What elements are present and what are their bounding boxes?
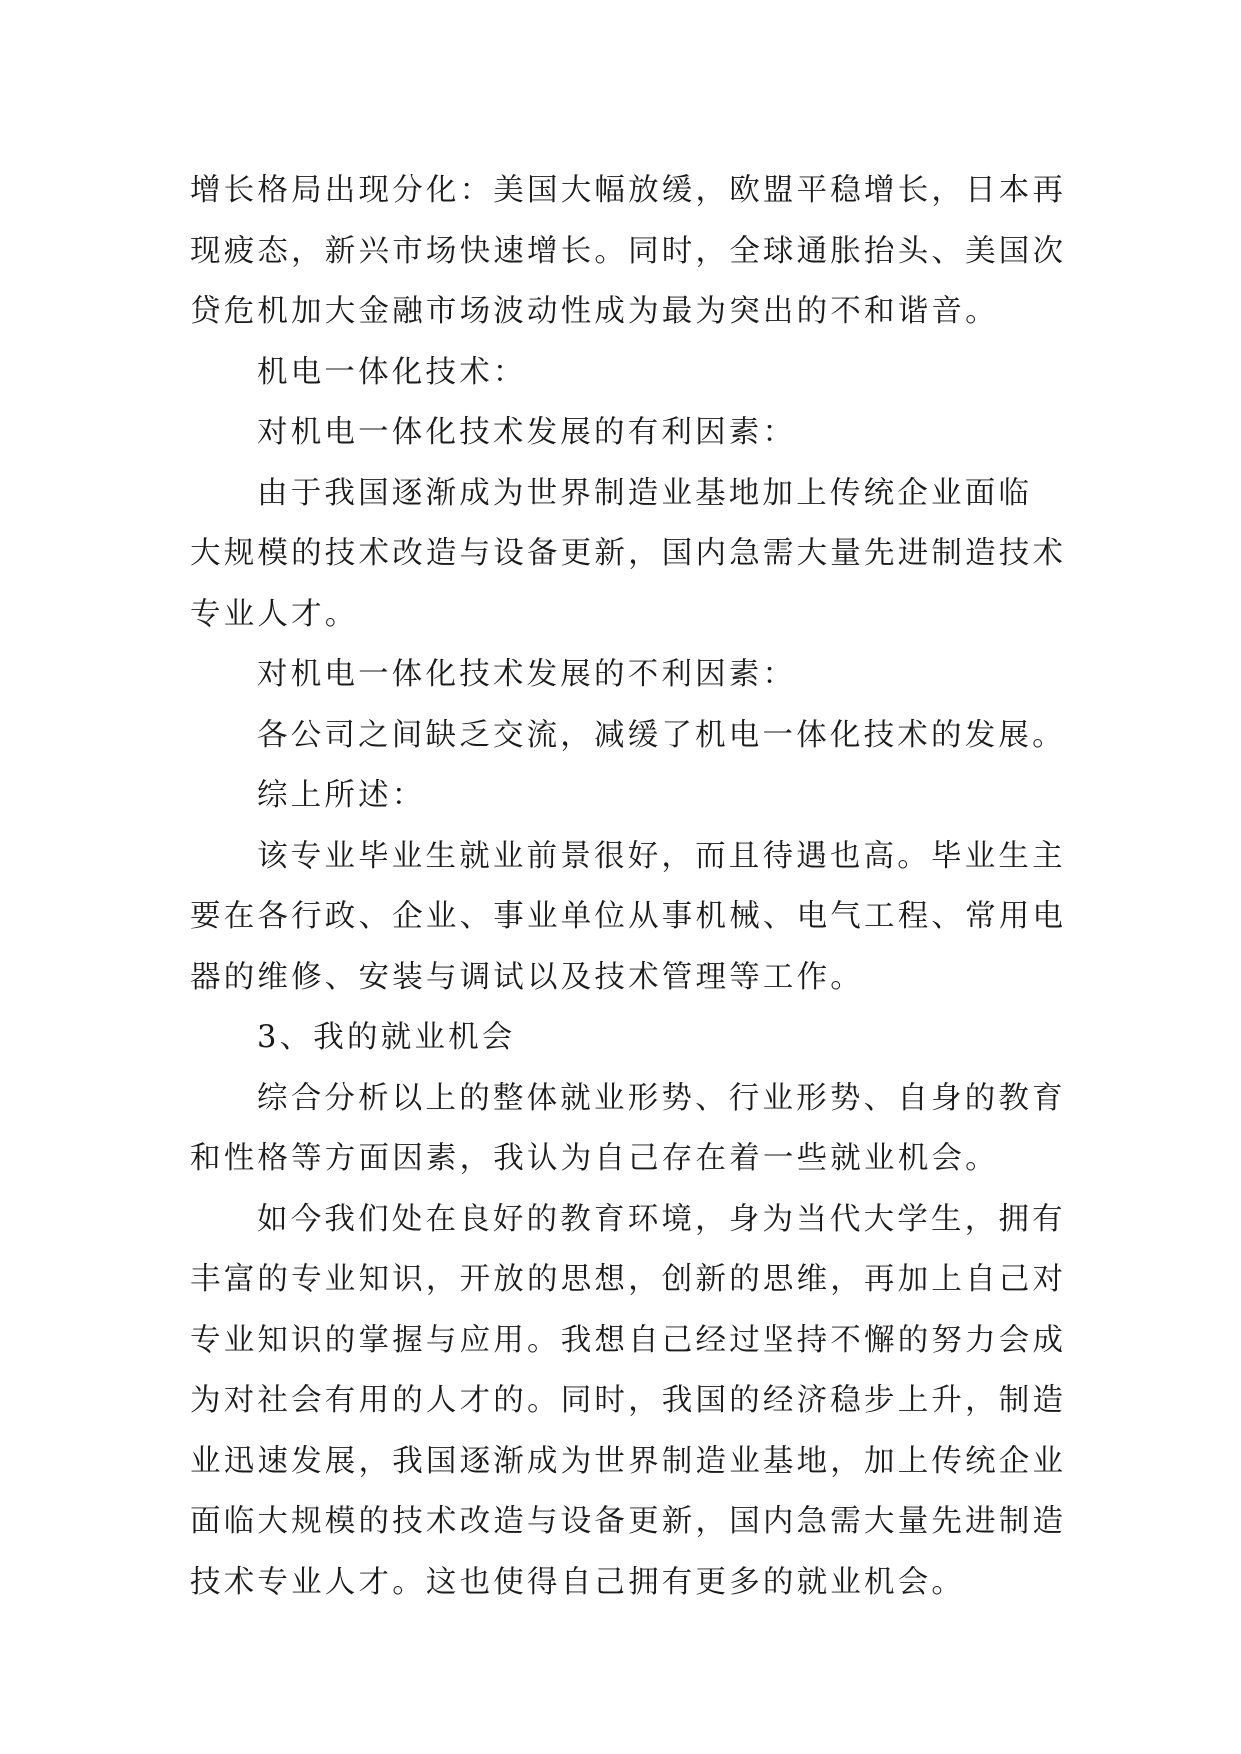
text-line: 贷危机加大金融市场波动性成为最为突出的不和谐音。: [190, 294, 999, 329]
text-line: 和性格等方面因素，我认为自己存在着一些就业机会。: [190, 1141, 999, 1176]
text-line: 业迅速发展，我国逐渐成为世界制造业基地，加上传统企业: [190, 1443, 1067, 1479]
heading-summary: [190, 766, 1060, 827]
text-line: 大规模的技术改造与设备更新，国内急需大量先进制造技术: [190, 536, 1067, 571]
text-line: 对机电一体化技术发展的不利因素：: [257, 657, 797, 692]
paragraph-opportunity-body: [190, 1190, 1067, 1614]
text-line: 面临大规模的技术改造与设备更新，国内急需大量先进制造: [190, 1504, 1067, 1539]
text-line: 丰富的专业知识，开放的思想，创新的思维，再加上自己对: [190, 1262, 1067, 1297]
text-line: 现疲态，新兴市场快速增长。同时，全球通胀抬头、美国次: [190, 233, 1067, 269]
document-body: [190, 161, 1067, 1613]
heading-favorable-factors: [190, 403, 1060, 464]
text-line: 机电一体化技术：: [257, 354, 527, 390]
text-line: 如今我们处在良好的教育环境，身为当代大学生，拥有: [257, 1201, 1066, 1237]
text-line: 综合分析以上的整体就业形势、行业形势、自身的教育: [257, 1080, 1066, 1116]
text-line: 专业人才。: [190, 596, 359, 632]
heading-mechatronics: [190, 343, 1060, 404]
text-line: 为对社会有用的人才的。同时，我国的经济稳步上升，制造: [190, 1383, 1067, 1418]
heading-employment-opportunity: [190, 1008, 1060, 1069]
text-line: 增长格局出现分化：美国大幅放缓，欧盟平稳增长，日本再: [190, 173, 1067, 208]
text-line: 各公司之间缺乏交流，减缓了机电一体化技术的发展。: [257, 717, 1066, 753]
text-line: 该专业毕业生就业前景很好，而且待遇也高。毕业生主: [257, 838, 1066, 874]
text-line: 对机电一体化技术发展的有利因素：: [257, 415, 797, 450]
paragraph-opportunity-analysis: [190, 1069, 1066, 1190]
paragraph-summary: [190, 827, 1067, 1009]
paragraph-growth: [190, 161, 1067, 343]
paragraph-favorable-factors: [190, 464, 1067, 646]
text-line: 器的维修、安装与调试以及技术管理等工作。: [190, 959, 864, 995]
text-line: 3、我的就业机会: [257, 1020, 516, 1055]
text-line: 综上所述：: [257, 778, 426, 813]
text-line: 要在各行政、企业、事业单位从事机械、电气工程、常用电: [190, 899, 1067, 934]
text-line: 由于我国逐渐成为世界制造业基地加上传统企业面临: [257, 475, 1033, 511]
heading-unfavorable-factors: [190, 645, 1060, 706]
paragraph-unfavorable-factors: [190, 706, 1066, 767]
text-line: 技术专业人才。这也使得自己拥有更多的就业机会。: [190, 1564, 966, 1600]
text-line: 专业知识的掌握与应用。我想自己经过坚持不懈的努力会成: [190, 1322, 1067, 1358]
